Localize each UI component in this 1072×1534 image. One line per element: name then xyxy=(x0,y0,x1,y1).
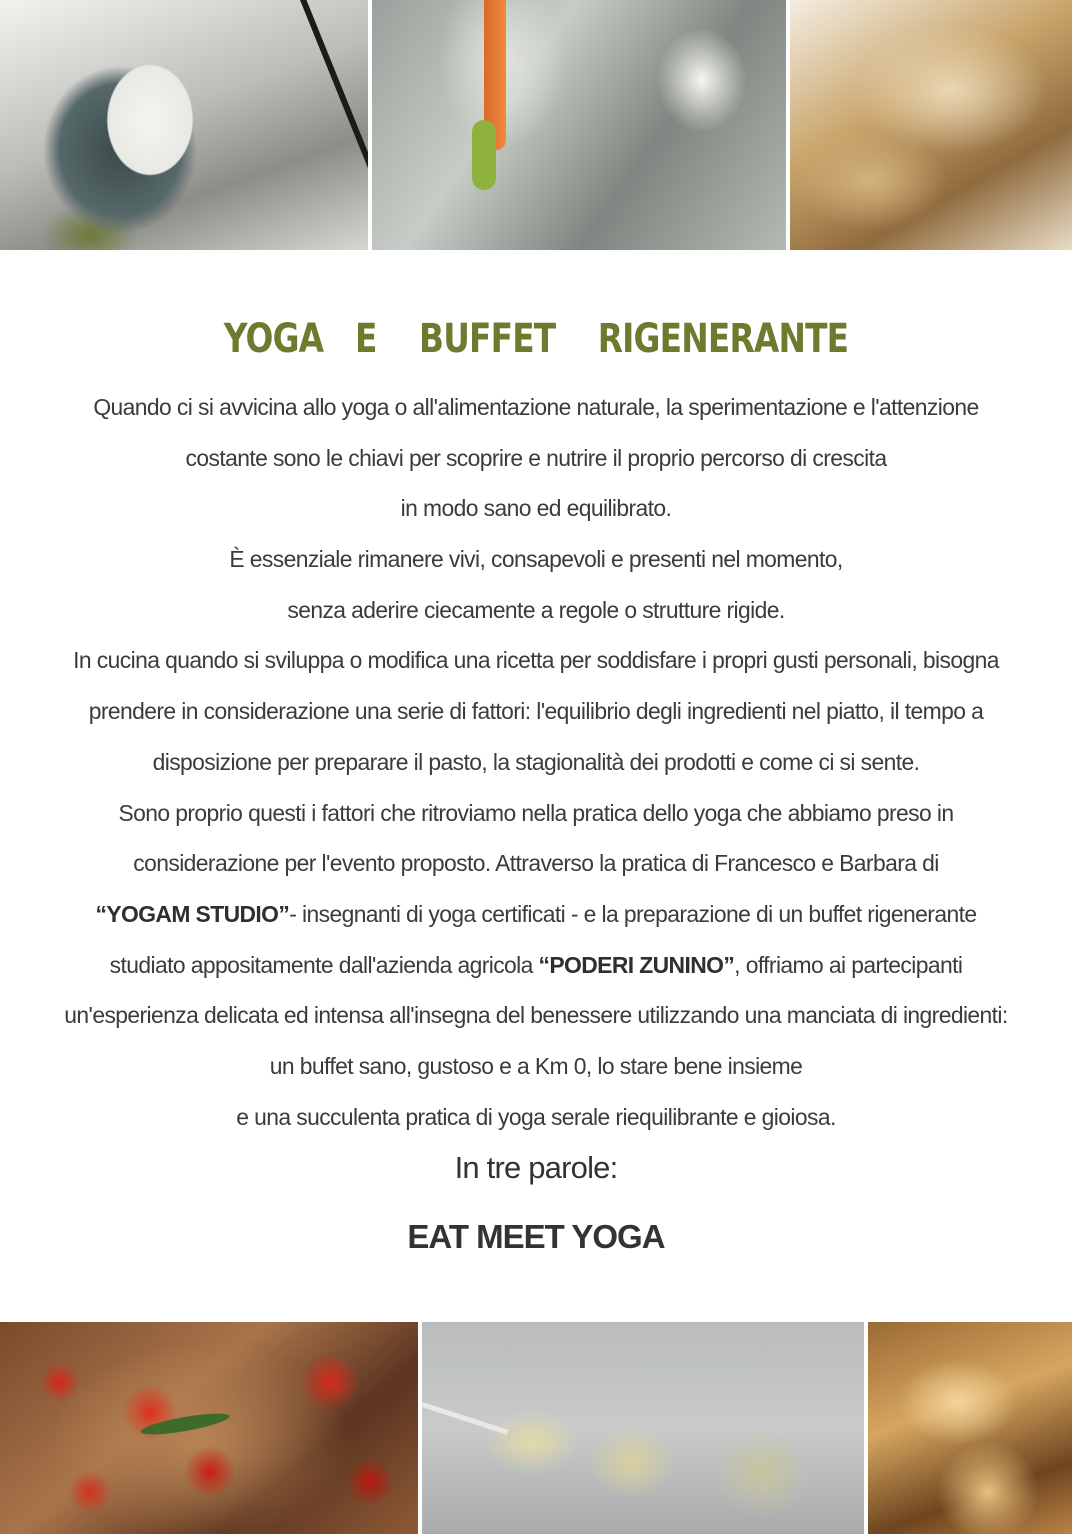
line-text: Quando ci si avvicina allo yoga o all'alimentazione naturale, la sperimentazione e l'attenzione xyxy=(93,394,979,420)
paragraph-line xyxy=(3,737,1069,788)
line-text: prendere in considerazione una serie di fattori: l'equilibrio degli ingredienti nel piatto, il tempo a xyxy=(88,698,984,725)
line-text: - insegnanti di yoga certificati - e la preparazione di un buffet rigenerante xyxy=(289,900,977,927)
description-paragraph xyxy=(0,382,1072,1142)
line-text: e una succulenta pratica di yoga serale riequilibrante e gioiosa. xyxy=(236,1103,836,1130)
emphasized-name: “YOGAM STUDIO” xyxy=(95,900,290,927)
bottom-photo-strip xyxy=(0,1322,1072,1534)
paragraph-line xyxy=(3,788,1069,839)
food-photo-fried-dough xyxy=(868,1322,1072,1534)
paragraph-line xyxy=(3,433,1069,484)
line-text: considerazione per l'evento proposto. Attraverso la pratica di Francesco e Barbara di xyxy=(133,850,939,877)
paragraph-line xyxy=(3,382,1069,433)
tagline: In tre parole: xyxy=(454,1150,618,1185)
food-photo-bruschetta xyxy=(0,1322,418,1534)
paragraph-line xyxy=(3,838,1069,889)
paragraph-line xyxy=(3,990,1069,1041)
paragraph-line xyxy=(3,635,1069,686)
line-text: In cucina quando si sviluppa o modifica una ricetta per soddisfare i propri gusti personali, bisogna xyxy=(73,647,999,674)
paragraph-line xyxy=(3,686,1069,737)
line-text: , offriamo ai partecipanti xyxy=(734,951,963,978)
food-photo-glass-cups xyxy=(372,0,786,250)
paragraph-line xyxy=(3,483,1069,534)
line-text: È essenziale rimanere vivi, consapevoli e presenti nel momento, xyxy=(229,546,843,573)
emphasized-name: “PODERI ZUNINO” xyxy=(538,951,735,978)
paragraph-line xyxy=(3,940,1069,991)
food-photo-artichokes xyxy=(422,1322,864,1534)
paragraph-line xyxy=(3,889,1069,940)
line-text: un buffet sano, gustoso e a Km 0, lo stare bene insieme xyxy=(269,1052,803,1079)
motto: EAT MEET YOGA xyxy=(407,1218,665,1255)
line-text: costante sono le chiavi per scoprire e nutrire il proprio percorso di crescita xyxy=(185,444,887,471)
paragraph-line xyxy=(3,1041,1069,1092)
food-photo-pastry xyxy=(790,0,1072,250)
paragraph-line xyxy=(3,585,1069,636)
line-text: senza aderire ciecamente a regole o strutture rigide. xyxy=(287,596,785,623)
line-text: un'esperienza delicata ed intensa all'insegna del benessere utilizzando una manciata di ingredienti: xyxy=(64,1002,1008,1029)
line-text: Sono proprio questi i fattori che ritroviamo nella pratica dello yoga che abbiamo preso in xyxy=(118,799,954,826)
food-photo-stuffed-vegetable xyxy=(0,0,368,250)
line-text: disposizione per preparare il pasto, la stagionalità dei prodotti e come ci si sente. xyxy=(152,748,920,775)
page-title: YOGA E BUFFET RIGENERANTE xyxy=(223,316,849,362)
top-photo-strip xyxy=(0,0,1072,250)
line-text: in modo sano ed equilibrato. xyxy=(400,495,672,522)
paragraph-line xyxy=(3,1092,1069,1143)
line-text: studiato appositamente dall'azienda agricola xyxy=(109,951,539,978)
paragraph-line xyxy=(3,534,1069,585)
flyer-content xyxy=(0,250,1072,1322)
